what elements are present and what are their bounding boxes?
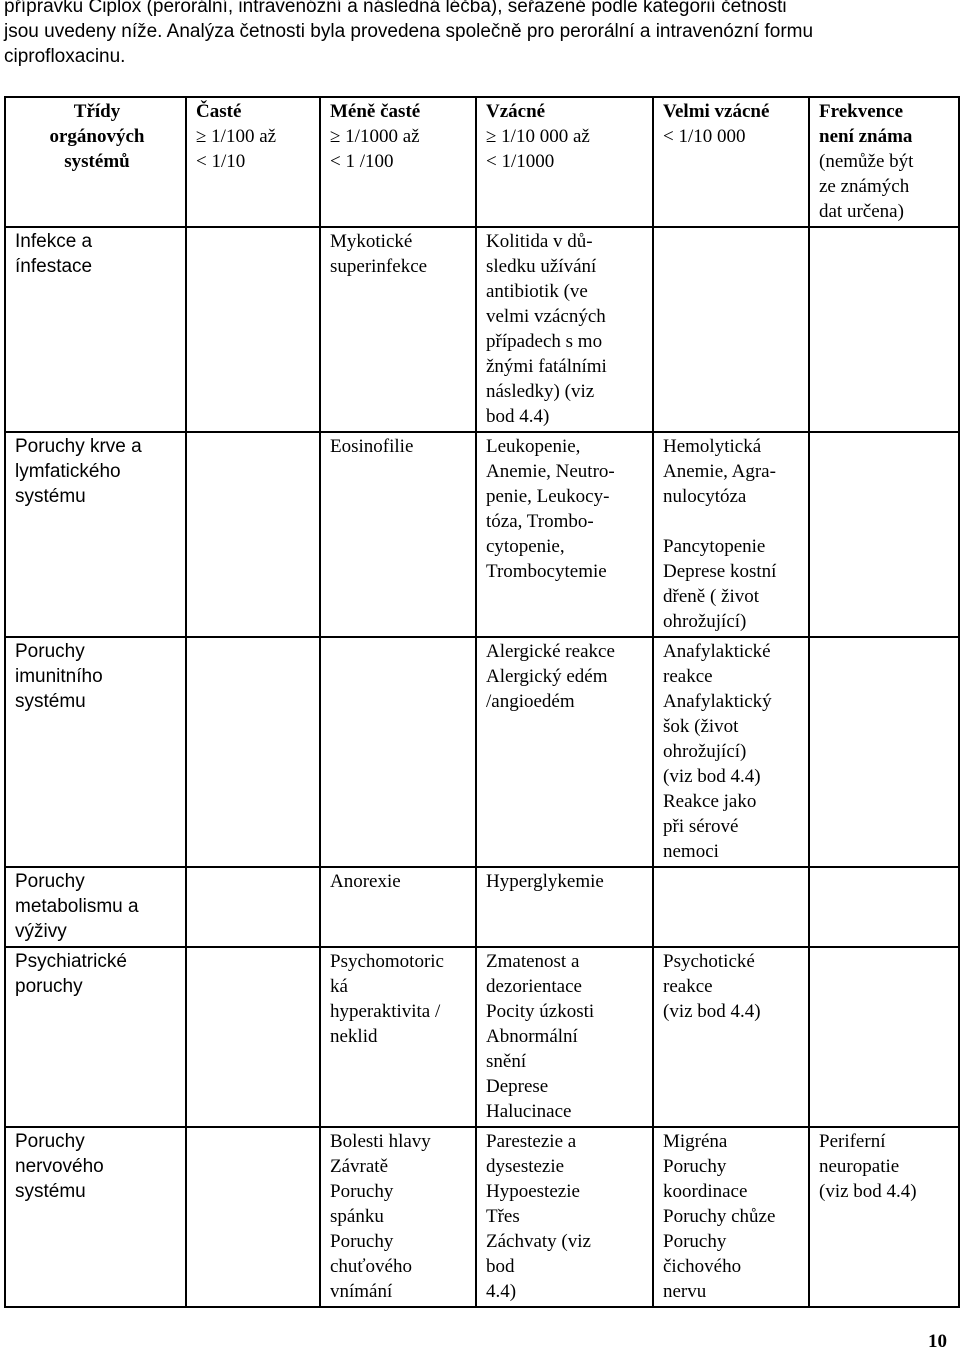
header-soc-label: Třídy orgánových systémů <box>49 101 145 172</box>
very-rare-group-b: Pancytopenie Deprese kostní dřeně ( život ohrožující) <box>663 536 777 632</box>
cell-unknown <box>809 637 959 867</box>
soc-infections: Infekce a ínfestace <box>5 227 186 432</box>
table-header-row <box>5 97 959 227</box>
cell-unknown: Periferní neuropatie (viz bod 4.4) <box>809 1127 959 1307</box>
table-row <box>5 867 959 947</box>
cell-common <box>186 227 320 432</box>
table-row <box>5 947 959 1127</box>
cell-unknown <box>809 867 959 947</box>
cell-rare: Kolitida v dů- sledku užívání antibiotik (ve velmi vzácných případech s mo žnými fatálními následky) (viz bod 4.4) <box>476 227 653 432</box>
header-soc <box>5 97 186 227</box>
cell-common <box>186 637 320 867</box>
table-row <box>5 1127 959 1307</box>
cell-unknown <box>809 947 959 1127</box>
cell-uncommon: Psychomotoric ká hyperaktivita / neklid <box>320 947 476 1127</box>
header-very-rare-range: < 1/10 000 <box>663 126 746 147</box>
cell-very-rare: Psychotické reakce (viz bod 4.4) <box>653 947 809 1127</box>
cell-very-rare <box>653 867 809 947</box>
soc-nervous: Poruchy nervového systému <box>5 1127 186 1307</box>
cell-very-rare: Migréna Poruchy koordinace Poruchy chůze Poruchy čichového nervu <box>653 1127 809 1307</box>
cell-rare: Parestezie a dysestezie Hypoestezie Třes Záchvaty (viz bod 4.4) <box>476 1127 653 1307</box>
soc-psychiatric: Psychiatrické poruchy <box>5 947 186 1127</box>
cell-rare: Leukopenie, Anemie, Neutro- penie, Leukocy- tóza, Trombo- cytopenie, Trombocytemie <box>476 432 653 637</box>
header-uncommon-title: Méně časté <box>330 101 421 122</box>
header-uncommon <box>320 97 476 227</box>
cell-unknown <box>809 432 959 637</box>
cell-uncommon: Anorexie <box>320 867 476 947</box>
header-unknown-note: (nemůže být ze známých dat určena) <box>819 151 914 222</box>
cell-common <box>186 947 320 1127</box>
table-row <box>5 432 959 637</box>
header-uncommon-range: ≥ 1/1000 až < 1 /100 <box>330 126 420 172</box>
header-unknown <box>809 97 959 227</box>
cell-uncommon <box>320 637 476 867</box>
very-rare-group-a: Hemolytická Anemie, Agra- nulocytóza <box>663 436 776 507</box>
header-common <box>186 97 320 227</box>
cell-very-rare <box>653 227 809 432</box>
header-rare-range: ≥ 1/10 000 až < 1/1000 <box>486 126 590 172</box>
header-very-rare-title: Velmi vzácné <box>663 101 770 122</box>
cell-unknown <box>809 227 959 432</box>
header-unknown-title: Frekvence není známa <box>819 101 913 147</box>
soc-blood: Poruchy krve a lymfatického systému <box>5 432 186 637</box>
cell-common <box>186 867 320 947</box>
cell-uncommon: Bolesti hlavy Závratě Poruchy spánku Poruchy chuťového vnímání <box>320 1127 476 1307</box>
cell-rare: Hyperglykemie <box>476 867 653 947</box>
cell-common <box>186 1127 320 1307</box>
cell-uncommon: Eosinofilie <box>320 432 476 637</box>
intro-line: jsou uvedeny níže. Analýza četnosti byla provedena společně pro perorální a intravenózní formu <box>4 21 814 42</box>
cell-very-rare: Anafylaktické reakce Anafylaktický šok (život ohrožující) (viz bod 4.4) Reakce jako při sérové nemoci <box>653 637 809 867</box>
frequency-table <box>4 96 960 1308</box>
page-number: 10 <box>928 1331 947 1352</box>
cell-uncommon: Mykotické superinfekce <box>320 227 476 432</box>
cell-rare: Alergické reakce Alergický edém /angioedém <box>476 637 653 867</box>
intro-line: přípravku Ciplox (perorální, intravenózní a následná léčba), seřazené podle kategorií četnosti <box>4 0 787 17</box>
header-very-rare <box>653 97 809 227</box>
table-row <box>5 637 959 867</box>
cell-rare: Zmatenost a dezorientace Pocity úzkosti Abnormální snění Deprese Halucinace <box>476 947 653 1127</box>
header-rare-title: Vzácné <box>486 101 546 122</box>
intro-paragraph <box>4 0 944 69</box>
header-rare <box>476 97 653 227</box>
cell-very-rare <box>653 432 809 637</box>
soc-immune: Poruchy imunitního systému <box>5 637 186 867</box>
table-row <box>5 227 959 432</box>
intro-line: ciprofloxacinu. <box>4 46 126 67</box>
header-common-title: Časté <box>196 101 242 122</box>
cell-common <box>186 432 320 637</box>
header-common-range: ≥ 1/100 až < 1/10 <box>196 126 277 172</box>
soc-metabolism: Poruchy metabolismu a výživy <box>5 867 186 947</box>
